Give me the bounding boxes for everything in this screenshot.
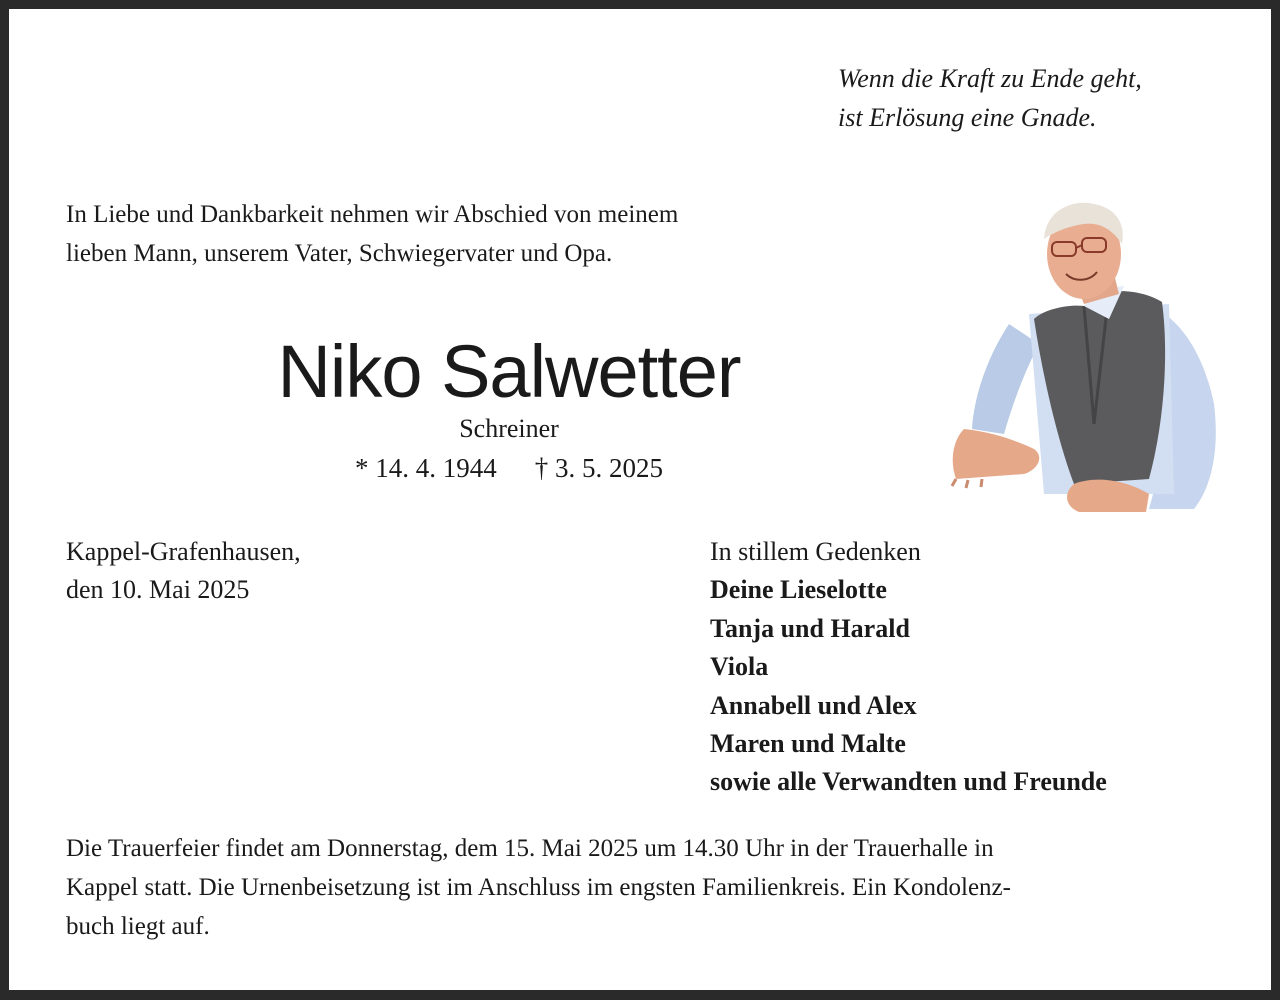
death-date: † 3. 5. 2025 (534, 453, 663, 483)
mourner-name: Deine Lieselotte (710, 575, 887, 605)
mourners-heading: In stillem Gedenken (710, 537, 921, 566)
ceremony-info (66, 829, 1226, 946)
mourner-name: Maren und Malte (710, 729, 906, 759)
motto-quote (838, 59, 1142, 137)
life-dates (9, 450, 1009, 486)
deceased-profession: Schreiner (459, 414, 559, 443)
birth-date: * 14. 4. 1944 (355, 453, 497, 483)
mourner-name: sowie alle Verwandten und Freunde (710, 767, 1107, 797)
date: den 10. Mai 2025 (66, 575, 250, 604)
portrait-photo (934, 194, 1224, 514)
motto-line-2: ist Erlösung eine Gnade. (838, 103, 1097, 132)
intro-line-2: lieben Mann, unserem Vater, Schwiegervater und Opa. (66, 240, 613, 267)
deceased-name: Niko Salwetter (277, 330, 741, 413)
mourner-name: Tanja und Harald (710, 613, 910, 643)
obituary-notice (9, 9, 1271, 990)
mourner-name: Annabell und Alex (710, 690, 917, 720)
intro-line-1: In Liebe und Dankbarkeit nehmen wir Abschied von meinem (66, 201, 679, 228)
motto-line-1: Wenn die Kraft zu Ende geht, (838, 64, 1142, 93)
ceremony-line-2: Kappel statt. Die Urnenbeisetzung ist im Anschluss im engsten Familienkreis. Ein Kondolenz- (66, 874, 1011, 901)
mourner-name: Viola (710, 652, 769, 682)
ceremony-line-1: Die Trauerfeier findet am Donnerstag, dem 15. Mai 2025 um 14.30 Uhr in der Trauerhalle in (66, 835, 994, 862)
mourners-list (710, 533, 1107, 802)
ceremony-line-3: buch liegt auf. (66, 913, 210, 940)
place-and-date (66, 533, 301, 609)
intro-text (66, 195, 678, 273)
place: Kappel-Grafenhausen, (66, 537, 301, 566)
